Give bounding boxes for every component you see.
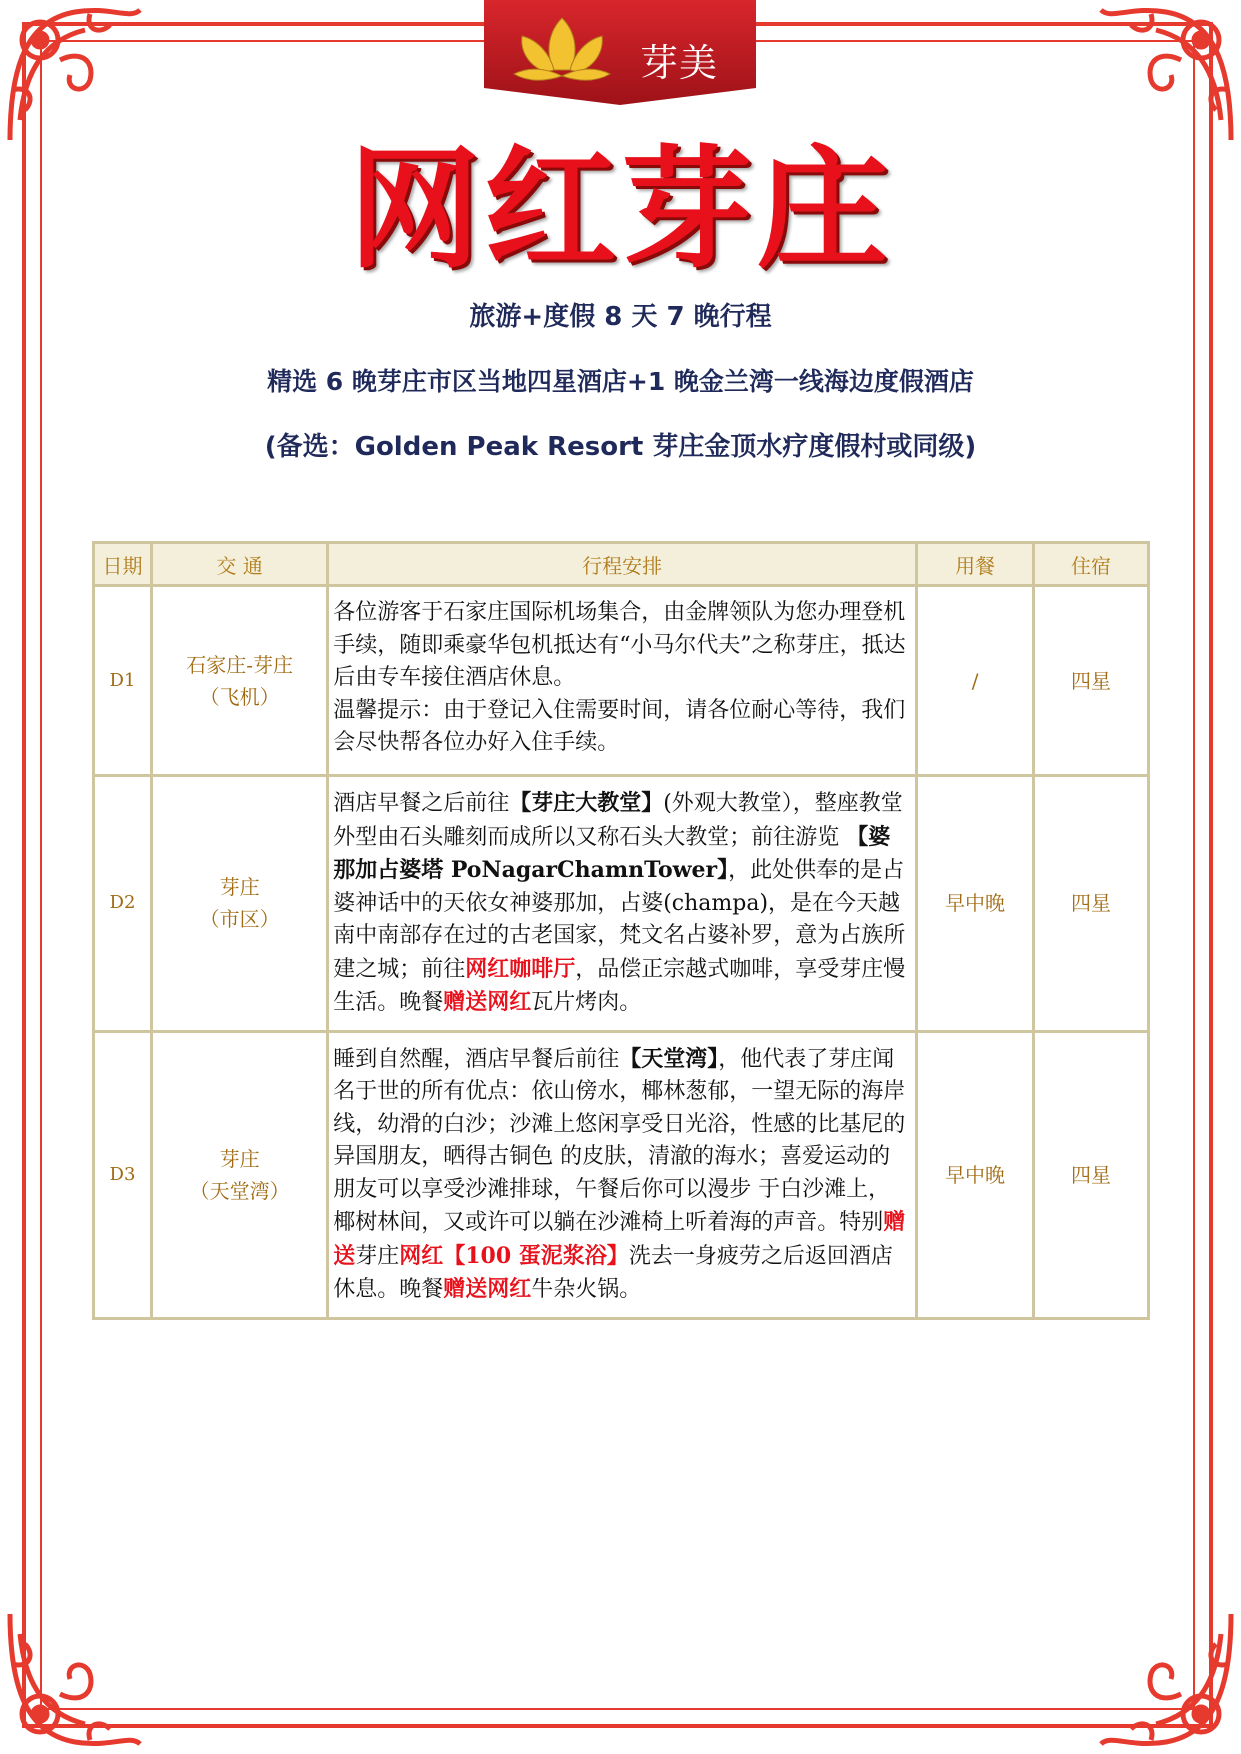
header-day: 日期 — [94, 543, 152, 586]
schedule-text: ，他代表了芽庄闻名于世的所有优点：依山傍水，椰林葱郁，一望无际的海岸线，幼滑的白沙；沙滩上悠闲享受日光浴，性感的比基尼的异国朋友，晒得古铜色 的皮肤，清澈的海水；喜爱运动的朋友可以享受沙滩排球，午餐后你可以漫步 于白沙滩上，椰树林间，又或许可以躺在沙滩椅上听着海的声音。特别 — [333, 1046, 906, 1235]
meals-cell: / — [917, 586, 1034, 776]
highlight-red: 赠送 — [333, 1209, 906, 1269]
transport-cell — [151, 776, 327, 1032]
highlight-attraction: 【天堂湾】 — [619, 1045, 719, 1072]
schedule-text: (外观大教堂），整座教堂外型由石头雕刻而成所以又称石头大教堂；前往游览 — [333, 791, 903, 850]
highlight-red: 赠送网红 — [443, 989, 532, 1015]
schedule-text: 芽庄 — [355, 1243, 400, 1269]
itinerary-table — [92, 541, 1150, 1320]
table-row — [94, 586, 1149, 776]
corner-ornament-icon — [0, 0, 150, 150]
transport-mode: （飞机） — [199, 684, 280, 709]
transport-cell — [151, 586, 327, 776]
table-row — [94, 1031, 1149, 1318]
schedule-text: 牛杂火锅。 — [531, 1277, 642, 1302]
schedule-text: 瓦片烤肉。 — [531, 990, 642, 1015]
corner-ornament-icon — [1091, 0, 1241, 150]
table-row — [94, 776, 1149, 1032]
header-transport: 交 通 — [151, 543, 327, 586]
highlight-attraction: 【芽庄大教堂】 — [509, 790, 664, 816]
highlight-red: 网红【100 蛋泥浆浴】 — [399, 1242, 629, 1269]
subtitle-hotels: 精选 6 晚芽庄市区当地四星酒店+1 晚金兰湾一线海边度假酒店 — [267, 367, 974, 396]
subtitle-duration: 旅游+度假 8 天 7 晚行程 — [469, 302, 772, 332]
day-cell: D3 — [94, 1031, 152, 1318]
schedule-tip: 温馨提示：由于登记入住需要时间，请各位耐心等待，我们会尽快帮各位办好入住手续。 — [333, 697, 906, 755]
schedule-text: ，品偿正宗越式咖啡，享受芽庄慢生活。晚餐 — [333, 956, 906, 1015]
hotel-cell: 四星 — [1034, 1031, 1149, 1318]
transport-route: 芽庄 — [219, 1146, 260, 1171]
schedule-cell — [328, 1031, 917, 1318]
transport-route: 石家庄-芽庄 — [186, 652, 293, 677]
day-cell: D2 — [94, 776, 152, 1032]
schedule-text: 酒店早餐之后前往 — [333, 791, 510, 816]
meals-cell: 早中晚 — [917, 1031, 1034, 1318]
schedule-text: ，此处供奉的是占婆神话中的天依女神婆那加，占婆(champa)，是在今天越南中南部存在过的古老国家，梵文名占婆补罗，意为占族所建之城；前往 — [333, 858, 906, 982]
header-hotel: 住宿 — [1034, 543, 1149, 586]
schedule-text: 各位游客于石家庄国际机场集合，由金牌领队为您办理登机手续，随即乘豪华包机抵达有“小马尔代夫”之称芽庄，抵达后由专车接住酒店休息。 — [333, 600, 906, 690]
schedule-text: 睡到自然醒，酒店早餐后前往 — [333, 1046, 620, 1072]
meals-cell: 早中晚 — [917, 776, 1034, 1032]
hotel-cell: 四星 — [1034, 776, 1149, 1032]
hotel-cell: 四星 — [1034, 586, 1149, 776]
transport-mode: （天堂湾） — [189, 1178, 290, 1203]
schedule-cell — [328, 776, 917, 1032]
schedule-text: 洗去一身疲劳之后返回酒店休息。晚餐 — [333, 1243, 893, 1302]
highlight-attraction: 【婆那加占婆塔 PoNagarChamnTower】 — [333, 823, 891, 883]
transport-mode: （市区） — [199, 907, 280, 932]
corner-ornament-icon — [0, 1604, 150, 1754]
page-title: 网红芽庄 — [348, 133, 893, 287]
brand-name: 芽美 — [640, 41, 719, 85]
table-header-row — [94, 543, 1149, 586]
corner-ornament-icon — [1091, 1604, 1241, 1754]
header-schedule: 行程安排 — [328, 543, 917, 586]
highlight-red: 赠送网红 — [443, 1276, 532, 1302]
subtitle-alternative: (备选：Golden Peak Resort 芽庄金顶水疗度假村或同级) — [264, 432, 977, 462]
transport-route: 芽庄 — [219, 875, 260, 900]
header-meals: 用餐 — [917, 543, 1034, 586]
schedule-cell — [328, 586, 917, 776]
highlight-red: 网红咖啡厅 — [465, 955, 576, 982]
transport-cell — [151, 1031, 327, 1318]
day-cell: D1 — [94, 586, 152, 776]
